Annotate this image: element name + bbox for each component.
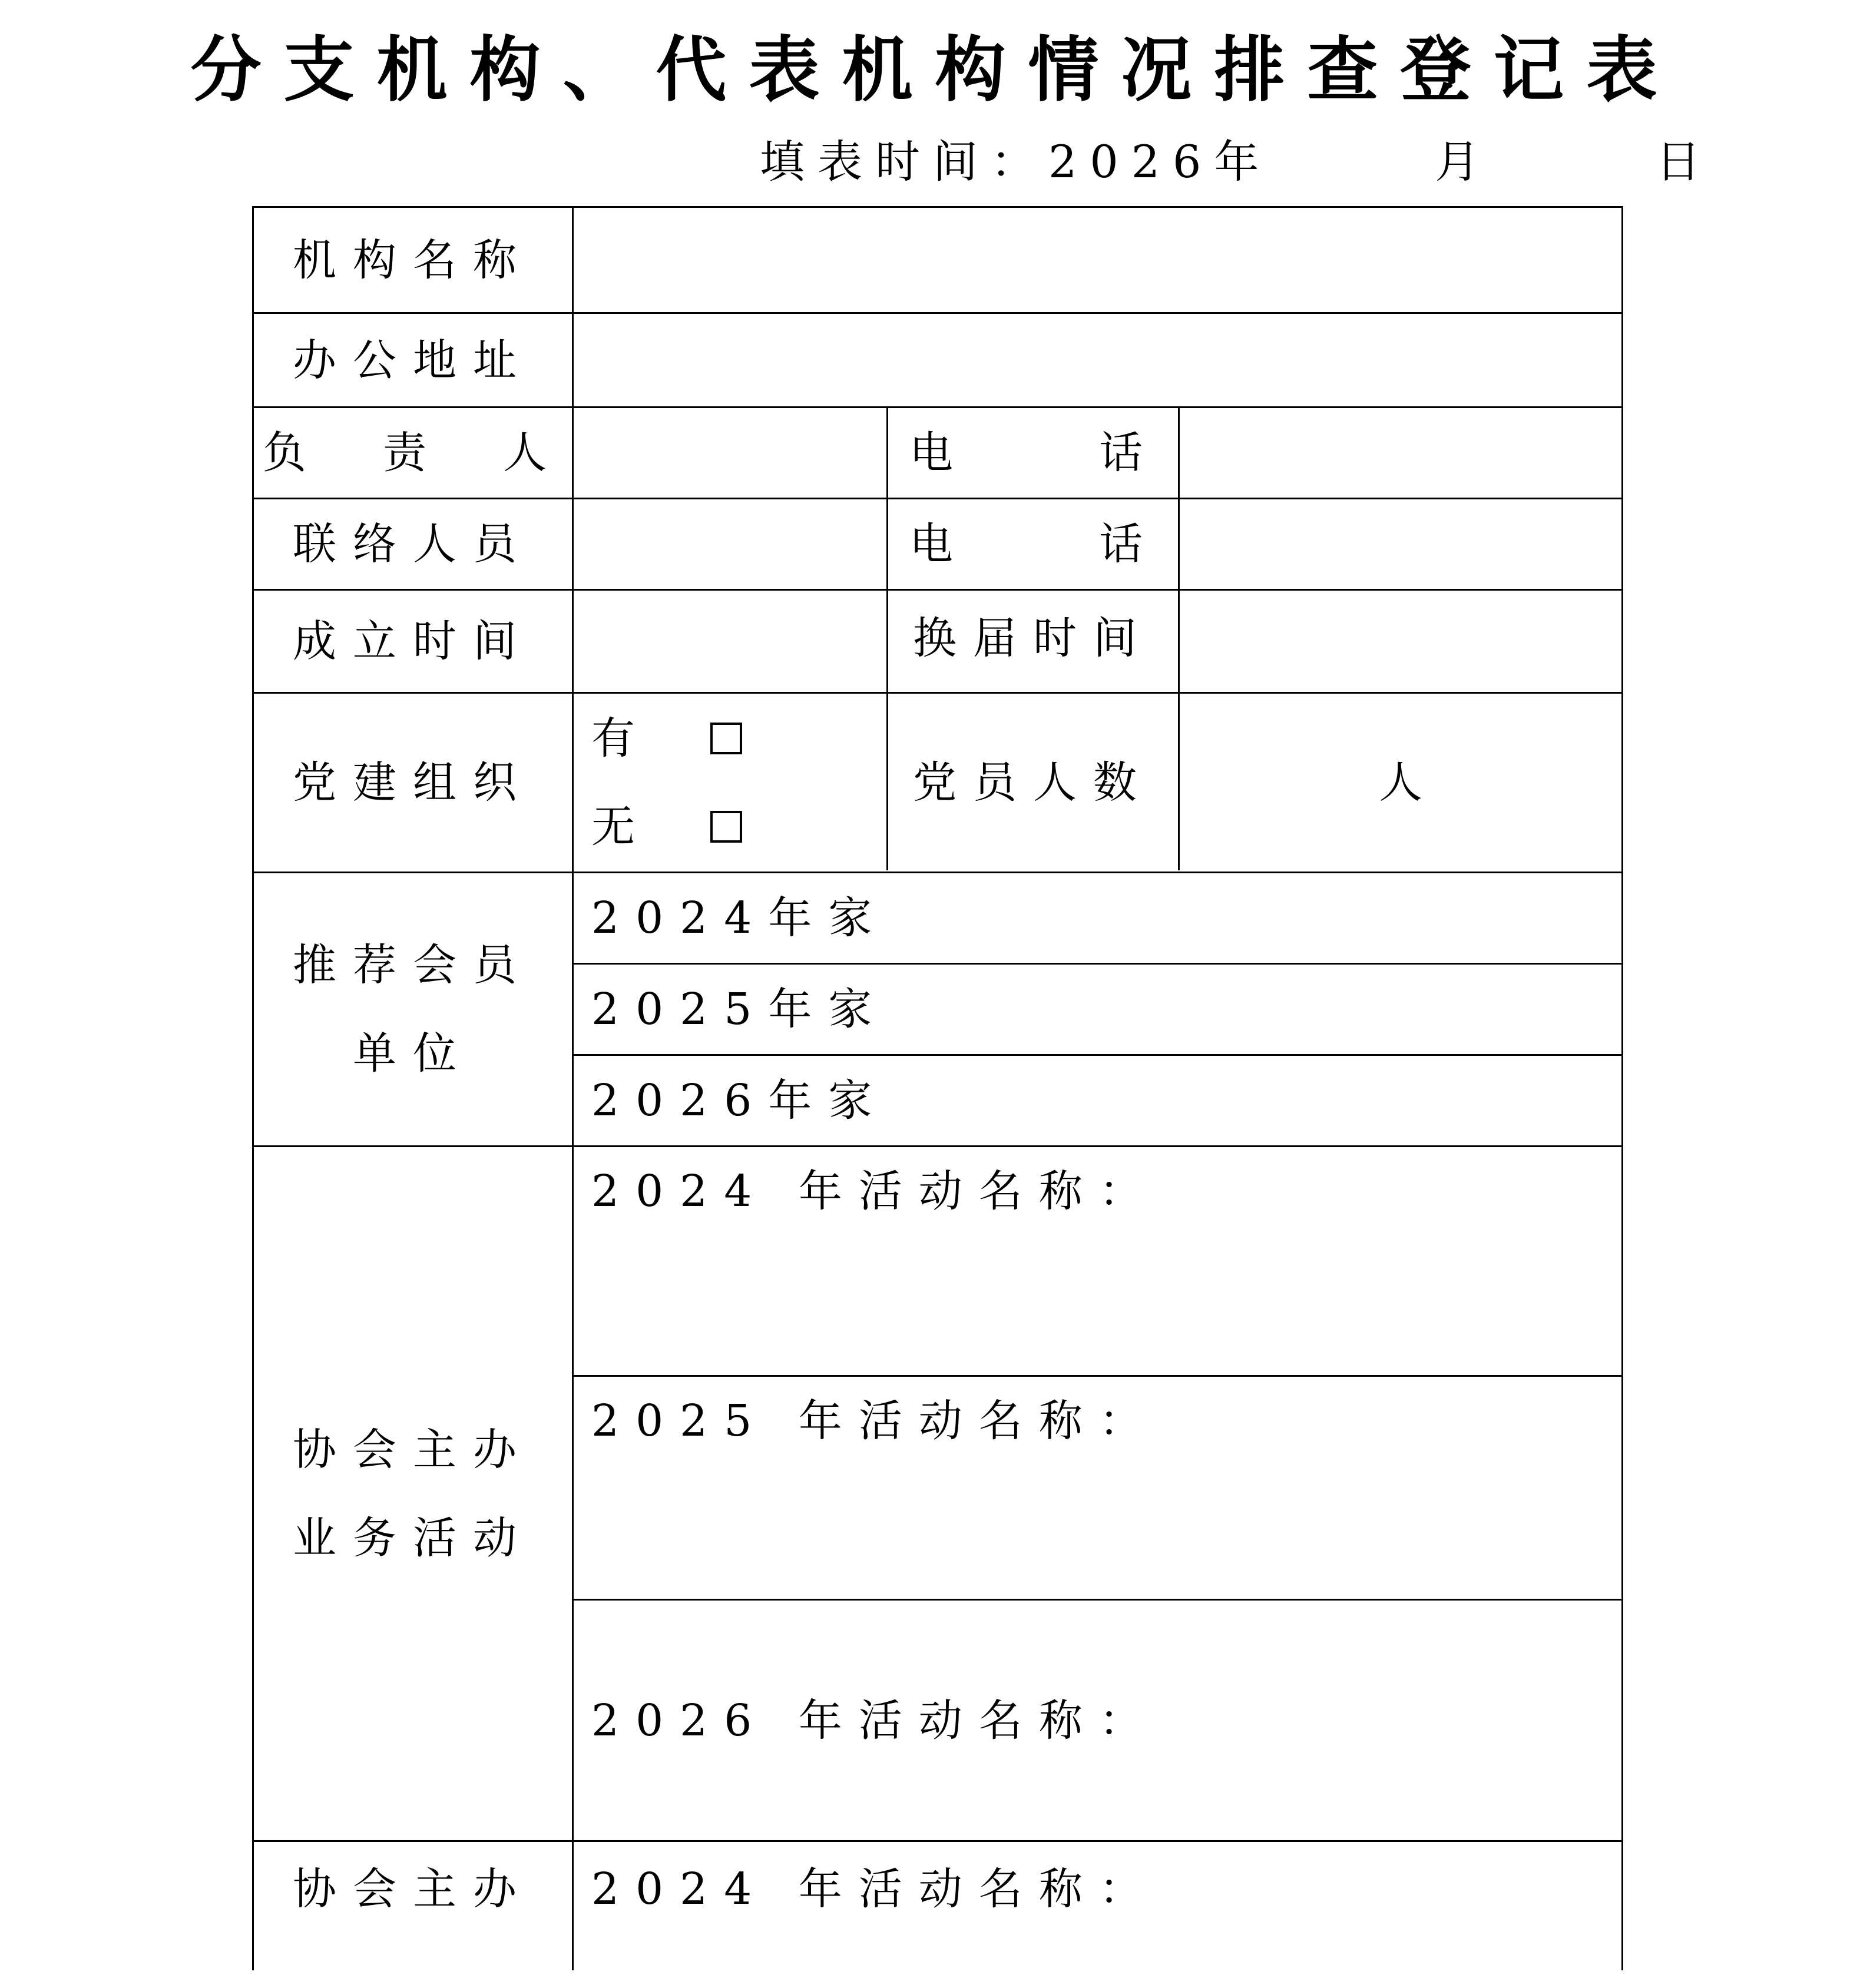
contact-phone-field[interactable] [1180, 499, 1621, 589]
fill-date [760, 132, 1713, 191]
party-members-label: 党员人数 [913, 757, 1153, 808]
fill-date-day-unit: 日 [1656, 135, 1714, 188]
recommended-year-unit: 年 [768, 893, 829, 943]
contact-phone-label-b: 话 [1099, 519, 1143, 569]
checkbox-no[interactable] [710, 811, 742, 843]
recommended-year: 2026 [591, 1075, 769, 1126]
party-option-no-label: 无 [591, 801, 651, 852]
address-field[interactable] [574, 314, 1621, 406]
party-option-yes[interactable] [591, 694, 742, 783]
party-label: 党建组织 [293, 757, 533, 808]
recommended-row-2025[interactable] [574, 965, 1621, 1054]
rule-right [1621, 206, 1623, 1970]
activities-label-line1: 协会主办 [293, 1424, 533, 1475]
recommended-row-2024[interactable] [574, 873, 1621, 963]
recommended-label-line1: 推荐会员 [293, 940, 533, 990]
contact-phone-label-a: 电 [909, 519, 953, 569]
org-name-label: 机构名称 [293, 234, 533, 286]
recommended-year: 2024 [591, 893, 769, 943]
fill-date-label: 填表时间： [760, 135, 1048, 188]
recommended-suffix: 家 [828, 893, 889, 943]
activity-2024[interactable]: 2024 年活动名称： [591, 1166, 1159, 1217]
contact-field[interactable] [574, 499, 886, 589]
activity-2025[interactable]: 2025 年活动名称： [591, 1396, 1159, 1446]
leader-label: 负 责 人 [263, 428, 563, 478]
recommended-label-line2: 单位 [353, 1028, 473, 1079]
address-label: 办公地址 [293, 334, 533, 386]
org-name-field[interactable] [574, 208, 1621, 312]
leader-phone-label-b: 话 [1099, 428, 1143, 478]
checkbox-yes[interactable] [710, 723, 742, 754]
contact-phone-label [888, 499, 1178, 589]
recommended-suffix: 家 [828, 1075, 889, 1126]
recommended-year: 2025 [591, 984, 769, 1035]
term-label: 换届时间 [913, 613, 1153, 664]
founded-field[interactable] [574, 591, 886, 692]
activities-label-line2: 业务活动 [293, 1512, 533, 1563]
party-option-no[interactable] [591, 783, 742, 871]
term-field[interactable] [1180, 591, 1621, 692]
party-options [574, 694, 886, 872]
party-members-unit: 人 [1379, 757, 1422, 808]
leader-phone-field[interactable] [1180, 408, 1621, 498]
fill-date-month-unit: 月 [1435, 135, 1493, 188]
recommended-row-2026[interactable] [574, 1056, 1621, 1145]
page-title: 分支机构、代表机构情况排查登记表 [190, 29, 1680, 111]
activities-label [254, 1147, 572, 1840]
fill-date-year-unit: 年 [1214, 135, 1272, 188]
leader-phone-label-a: 电 [909, 428, 953, 478]
recommended-label [254, 873, 572, 1145]
registration-form [252, 206, 1623, 1970]
founded-label: 成立时间 [293, 616, 533, 667]
recommended-year-unit: 年 [768, 984, 829, 1035]
party-option-yes-label: 有 [591, 713, 651, 764]
leader-phone-label [888, 408, 1178, 498]
activities-next-2024[interactable]: 2024 年活动名称： [591, 1864, 1159, 1914]
fill-date-year: 2026 [1048, 135, 1214, 188]
activity-2026[interactable]: 2026 年活动名称： [591, 1695, 1159, 1746]
recommended-year-unit: 年 [768, 1075, 829, 1126]
recommended-suffix: 家 [828, 984, 889, 1035]
leader-field[interactable] [574, 408, 886, 498]
activities-next-label: 协会主办 [293, 1864, 533, 1914]
contact-label: 联络人员 [293, 519, 533, 569]
